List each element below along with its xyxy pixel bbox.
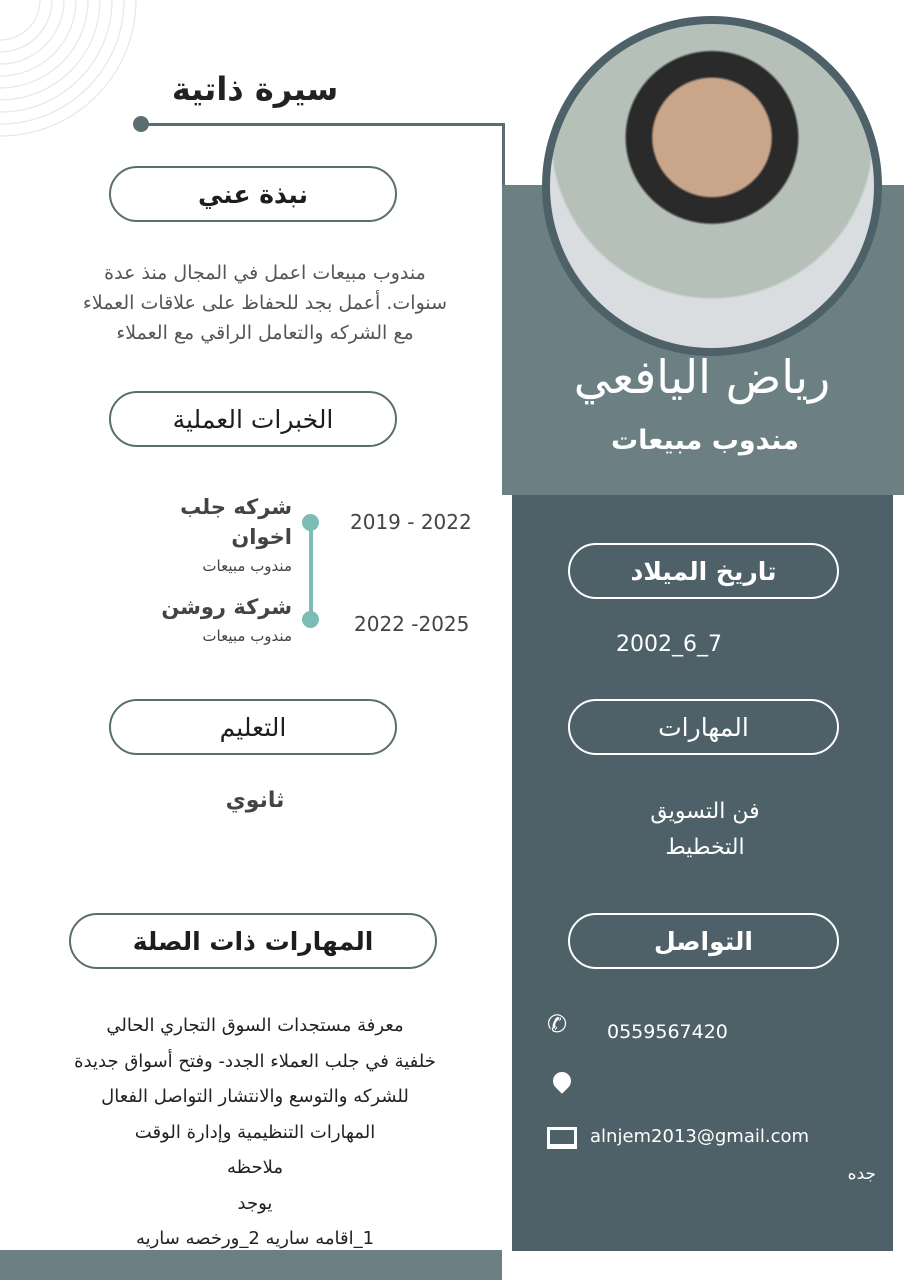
about-text	[40, 258, 490, 348]
experience-item	[180, 492, 292, 580]
birth-heading: تاريخ الميلاد	[568, 543, 839, 599]
page-title: سيرة ذاتية	[171, 70, 339, 108]
role: مندوب مبيعات	[202, 627, 292, 645]
skills-list	[600, 794, 810, 866]
company-name: شركه جلب	[180, 495, 292, 519]
skill-line: معرفة مستجدات السوق التجاري الحالي	[106, 1015, 404, 1036]
connector-dot	[133, 116, 149, 132]
about-line: سنوات. أعمل بجد للحفاظ على علاقات العملاء	[82, 292, 448, 314]
note-line: 1_اقامه ساريه 2_ورخصه ساريه	[135, 1228, 375, 1249]
experience-heading: الخبرات العملية	[109, 391, 397, 447]
related-skills-heading: المهارات ذات الصلة	[69, 913, 437, 969]
experience-item	[161, 592, 292, 650]
laptop-icon	[547, 1127, 577, 1149]
location-text: جده	[847, 1164, 876, 1184]
title-connector-vertical	[502, 123, 505, 185]
title-connector	[140, 123, 505, 126]
note-line: يوجد	[237, 1192, 273, 1214]
timeline-dot	[302, 611, 319, 628]
period: 2019 - 2022	[350, 510, 472, 534]
person-job-title: مندوب مبيعات	[611, 425, 799, 456]
note-label: ملاحظه	[227, 1157, 283, 1178]
timeline-dot	[302, 514, 319, 531]
skills-heading: المهارات	[568, 699, 839, 755]
email-address[interactable]: alnjem2013@gmail.com	[590, 1126, 810, 1147]
timeline-line	[309, 522, 313, 619]
phone-icon: ✆	[547, 1010, 568, 1038]
person-name: رياض اليافعي	[573, 350, 831, 404]
skill-line: المهارات التنظيمية وإدارة الوقت	[134, 1121, 376, 1143]
related-skills-text	[20, 1008, 490, 1257]
about-line: مندوب مبيعات اعمل في المجال منذ عدة	[104, 262, 426, 284]
birth-value: 2002_6_7	[616, 632, 722, 657]
company-name: اخوان	[231, 525, 292, 549]
education-value: ثانوي	[225, 788, 285, 813]
period: 2022 -2025	[354, 612, 470, 636]
about-line: مع الشركه والتعامل الراقي مع العملاء	[116, 322, 414, 344]
education-heading: التعليم	[109, 699, 397, 755]
skill-line: للشركه والتوسع والانتشار التواصل الفعال	[101, 1086, 409, 1107]
about-heading: نبذة عني	[109, 166, 397, 222]
contact-heading: التواصل	[568, 913, 839, 969]
profile-photo	[542, 16, 882, 356]
skill-item: فن التسويق	[650, 799, 760, 824]
role: مندوب مبيعات	[202, 557, 292, 575]
decorative-rings	[0, 0, 145, 150]
skill-line: خلفية في جلب العملاء الجدد- وفتح أسواق جديدة	[74, 1050, 436, 1072]
skill-item: التخطيط	[665, 835, 745, 860]
company-name: شركة روشن	[161, 595, 292, 619]
phone-number[interactable]: 0559567420	[607, 1021, 728, 1043]
